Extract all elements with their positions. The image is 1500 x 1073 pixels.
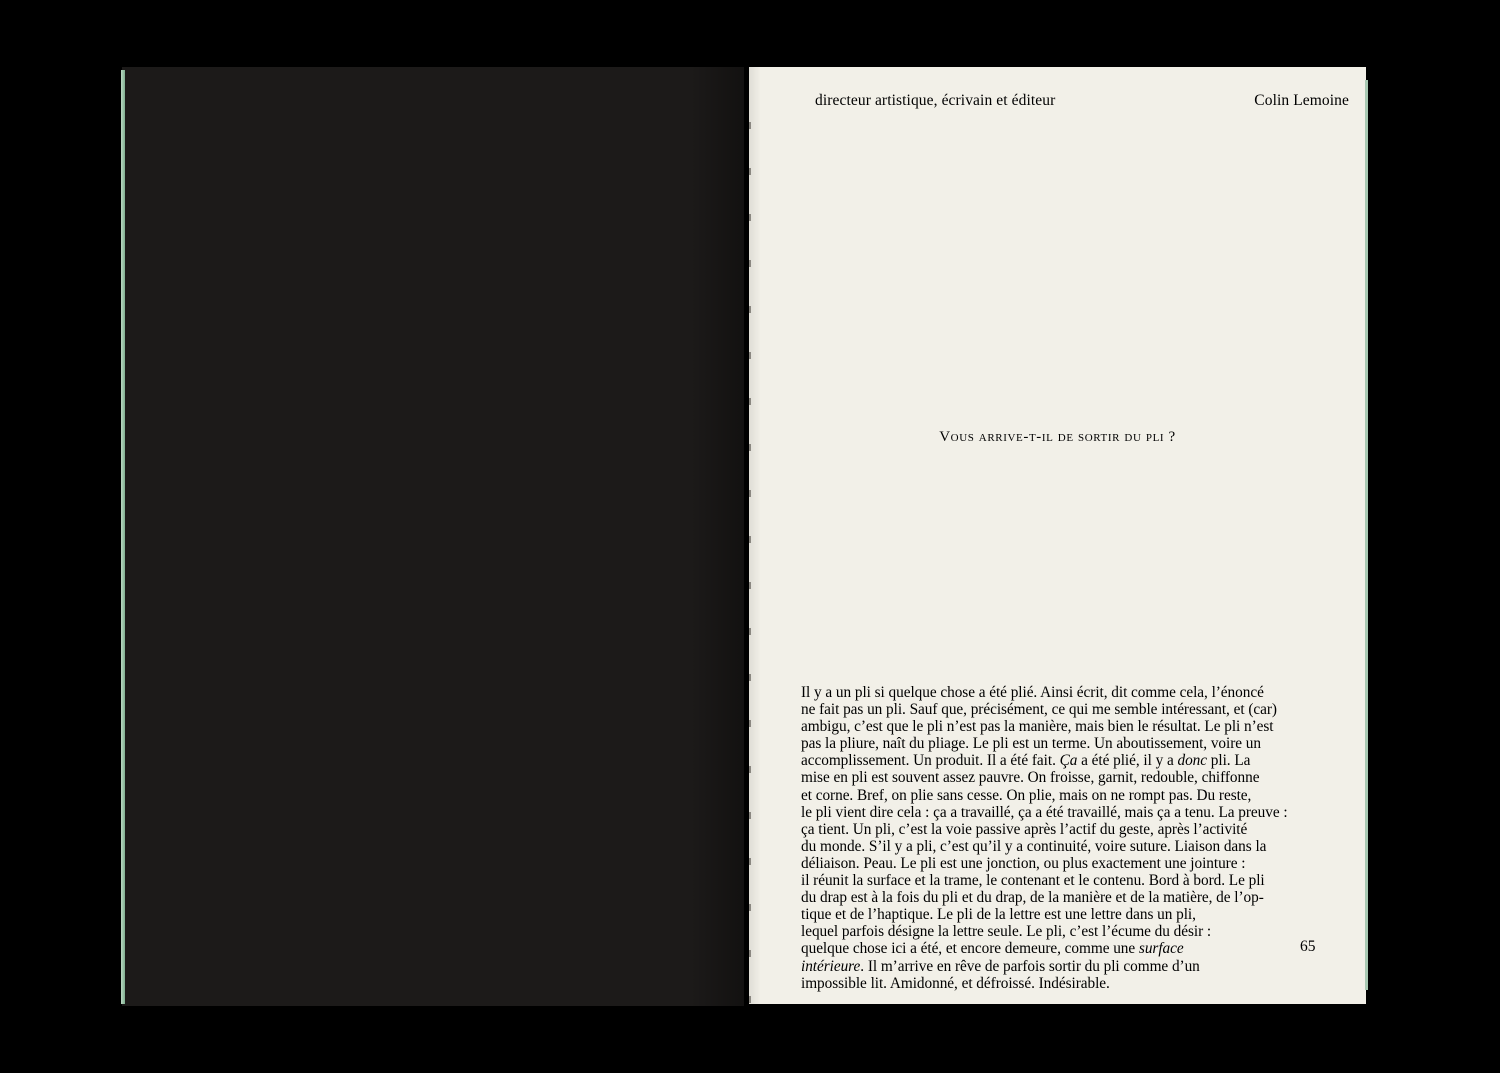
stitch-mark [749, 904, 751, 911]
body-line: du drap est à la fois du pli et du drap, de la manière et de la matière, de l’op- [801, 889, 1264, 907]
gutter-shadow [690, 67, 744, 1006]
body-paragraph [801, 684, 1361, 992]
stitch-mark [749, 260, 751, 267]
stitch-mark [749, 306, 751, 313]
body-line: ambigu, c’est que le pli n’est pas la manière, mais bien le résultat. Le pli n’est [801, 718, 1274, 736]
running-head-right: Colin Lemoine [1254, 92, 1349, 109]
page-number: 65 [1300, 938, 1316, 955]
stitch-mark [749, 996, 751, 1003]
stitch-mark [749, 720, 751, 727]
body-line: quelque chose ici a été, et encore demeure, comme une surface [801, 940, 1184, 958]
body-line: Il y a un pli si quelque chose a été plié. Ainsi écrit, dit comme cela, l’énoncé [801, 684, 1264, 701]
stitch-mark [749, 766, 751, 773]
stitch-mark [749, 582, 751, 589]
body-line: du monde. S’il y a pli, c’est qu’il y a continuité, voire suture. Liaison dans la [801, 837, 1267, 855]
section-question: Vous arrive-t-il de sortir du pli ? [939, 429, 1176, 445]
running-head-left: directeur artistique, écrivain et éditeur [815, 92, 1056, 109]
left-page-edge [121, 70, 125, 1004]
stitch-mark [749, 352, 751, 359]
stitch-mark [749, 214, 751, 221]
body-line: tique et de l’haptique. Le pli de la lettre est une lettre dans un pli, [801, 906, 1196, 924]
stitch-mark [749, 168, 751, 175]
stitch-mark [749, 812, 751, 819]
body-line: il réunit la surface et la trame, le contenant et le contenu. Bord à bord. Le pli [801, 872, 1265, 890]
body-line: ça tient. Un pli, c’est la voie passive après l’actif du geste, après l’activité [801, 820, 1248, 838]
body-line: déliaison. Peau. Le pli est une jonction, ou plus exactement une jointure : [801, 854, 1246, 872]
stitch-mark [749, 536, 751, 543]
body-line: pas la pliure, naît du pliage. Le pli est un terme. Un aboutissement, voire un [801, 735, 1261, 753]
body-line: ne fait pas un pli. Sauf que, précisément, ce qui me semble intéressant, et (car) [801, 701, 1277, 719]
body-line: lequel parfois désigne la lettre seule. Le pli, c’est l’écume du désir : [801, 923, 1212, 941]
body-line: accomplissement. Un produit. Il a été fait. Ça a été plié, il y a donc pli. La [801, 752, 1251, 770]
left-page-black [122, 67, 744, 1006]
stitch-mark [749, 122, 751, 129]
body-line: intérieure. Il m’arrive en rêve de parfois sortir du pli comme d’un [801, 957, 1200, 975]
body-line: et corne. Bref, on plie sans cesse. On plie, mais on ne rompt pas. Du reste, [801, 786, 1252, 804]
stitch-mark [749, 858, 751, 865]
body-line: impossible lit. Amidonné, et défroissé. Indésirable. [801, 974, 1110, 992]
body-line: mise en pli est souvent assez pauvre. On froisse, garnit, redouble, chiffonne [801, 769, 1260, 787]
stitch-mark [749, 398, 751, 405]
stitch-mark [749, 950, 751, 957]
stitch-mark [749, 628, 751, 635]
body-line: le pli vient dire cela : ça a travaillé, ça a été travaillé, mais ça a tenu. La preuve : [801, 803, 1288, 821]
stitch-mark [749, 674, 751, 681]
stitch-mark [749, 490, 751, 497]
right-page-edge [1365, 80, 1368, 990]
